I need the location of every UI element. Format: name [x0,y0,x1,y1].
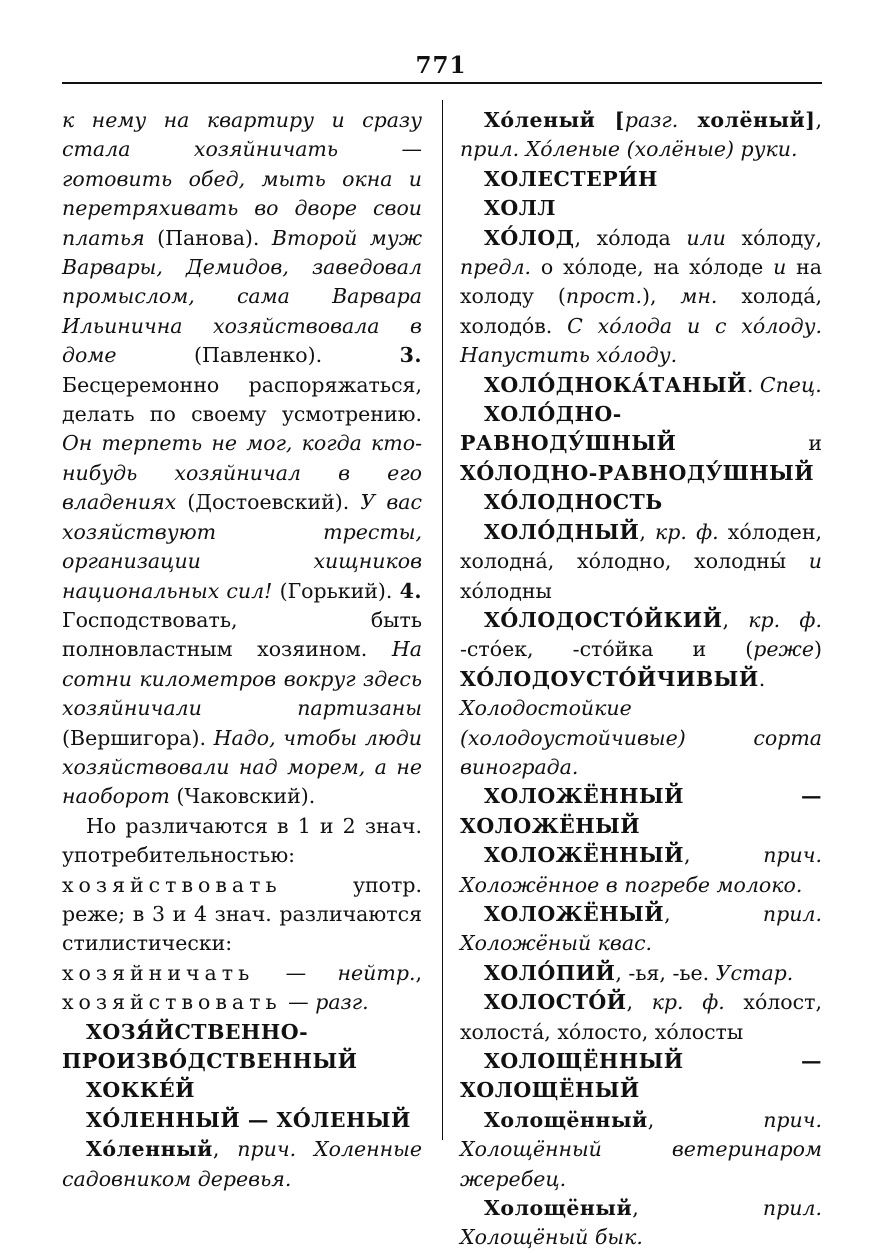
italic-text: кр. ф. [748,607,822,632]
plain-text: , [664,901,763,926]
plain-text: холода́, холодо́в. [460,284,822,338]
plain-text: . [746,372,760,397]
italic-text: Второй муж Варвары, Демидов, заведовал промыслом, сама Варвара Ильинична хозяйствовала в доме [62,225,422,368]
italic-text: прил. Холощёный бык. [460,1196,822,1250]
plain-text: (Панова). [144,225,272,250]
entry-paragraph [460,606,822,782]
headword: ХО́ЛОД [484,225,575,250]
italic-text: С хо́лода и с хо́лоду. Напустить хо́лоду. [460,313,822,368]
plain-text: (Достоевский). [176,490,361,515]
plain-text: хо́лост, холоста́, хо́лосто, хо́лосты [460,990,822,1044]
plain-text: употр. реже; в 3 и 4 знач. различаются стилистически: [62,872,422,956]
plain-text: , [639,519,656,544]
headword: ХО́ЛОДНОСТЬ [484,490,663,515]
italic-text: нейтр. [337,960,416,985]
headword: ХОЛОСТО́Й [484,990,627,1015]
italic-text: Холодостойкие (холодоустойчивые) сорта винограда. [460,696,822,779]
entry-paragraph [460,1106,822,1194]
plain-text: , [626,990,652,1015]
plain-text: , хо́лода [574,225,687,250]
plain-text: , [722,607,749,632]
spaced-text: хозяйничать [62,960,255,985]
headword: ХО́ЛЕННЫЙ — ХО́ЛЕНЫЙ [86,1107,411,1132]
entry-paragraph [460,488,822,517]
headword: ХОЛЛ [484,196,557,221]
entry-paragraph [460,106,822,165]
plain-text: ) [814,637,822,662]
entry-paragraph [62,1106,422,1135]
plain-text: ), [641,284,681,309]
plain-text: о хо́лоде, на хо́лоде [531,255,774,280]
entry-paragraph [460,988,822,1047]
entry-paragraph [62,1135,422,1194]
italic-text: Надо, чтобы люди хозяйствовали над морем, а не наоборот [62,725,422,809]
plain-text: (Горький). [272,578,400,603]
headword: Хо́леный [ [484,108,625,132]
italic-text: к нему на квартиру и сразу стала хозяйничать — готовить обед, мыть окна и перетряхивать во дворе свои платья [62,108,422,250]
headword: ХОККЕ́Й [86,1078,196,1103]
entry-paragraph [62,1018,422,1077]
entry-paragraph [460,1047,822,1106]
italic-text: прич. Холожённое в погребе молоко. [460,843,822,897]
headword: 4. [399,578,423,603]
italic-text: разг. [315,990,369,1015]
italic-text: кр. ф. [655,519,719,544]
headword: ХОЛО́ДНО-РАВНОДУ́ШНЫЙ [460,402,677,456]
headword: ХОЛО́ПИЙ [484,960,616,985]
headword: ХОЛОЖЁННЫЙ — ХОЛОЖЁНЫЙ [460,784,822,838]
headword: 3. [399,343,422,368]
italic-text: прил. Хо́леные (холёные) руки. [460,137,798,162]
entry-paragraph [62,1076,422,1105]
headword: Холощёный [484,1196,633,1221]
spaced-text: хозяйствовать [62,872,282,897]
page-number: 771 [415,52,467,79]
headword: Хо́ленный [86,1137,213,1162]
headword: ХОЛОЖЁНЫЙ [484,901,665,926]
plain-text: , [212,1137,238,1162]
plain-text: (Вершигора). [62,725,214,750]
italic-text: прич. Холощённый ветеринаром жеребец. [460,1107,822,1191]
plain-text: Но различаются в 1 и 2 знач. употребительностью: [62,813,422,868]
headword: ХО́ЛОДНО-РАВНОДУ́ШНЫЙ [460,460,815,485]
headword: ХОЛЕСТЕРИ́Н [484,166,658,191]
entry-paragraph [460,224,822,371]
headword: ХОЛО́ДНЫЙ [484,519,640,544]
italic-text: и [808,549,822,574]
plain-text: — [281,990,316,1015]
plain-text: , -ья, -ье. [615,960,716,985]
plain-text: , [647,1107,764,1132]
entry-paragraph [460,518,822,606]
entry-paragraph [460,165,822,194]
italic-text: У вас хозяйствуют тресты, организации хищников национальных сил! [62,490,423,603]
entry-paragraph [460,841,822,900]
italic-text: Устар. [715,960,794,985]
headword: ХОЛОЩЁННЫЙ — ХОЛОЩЁНЫЙ [460,1049,822,1103]
entry-paragraph [62,106,422,812]
spaced-text: хозяйствовать [62,990,282,1015]
plain-text: . [758,666,766,691]
italic-text: или [686,225,726,250]
left-column [62,106,422,1194]
plain-text: хо́лодны [460,578,552,603]
plain-text: , [684,843,764,868]
italic-text: реже [753,637,814,662]
italic-text: и [773,255,787,280]
entry-paragraph [460,959,822,988]
headword: ХО́ЛОДОУСТО́ЙЧИВЫЙ [460,666,759,691]
entry-paragraph [460,1194,822,1253]
headword: ХОЗЯ́ЙСТВЕННО-ПРОИЗВО́ДСТВЕННЫЙ [62,1019,358,1073]
italic-text: прост. [565,284,642,309]
entry-paragraph [460,371,822,400]
italic-text: разг. [624,108,679,132]
italic-text: кр. ф. [651,990,725,1015]
italic-text: На сотни километров вокруг здесь хозяйничали партизаны [62,637,422,721]
headword: холёный] [678,108,816,132]
plain-text: Господствовать, быть полновластным хозяином. [62,607,422,662]
headword: ХОЛОЖЁННЫЙ [484,843,685,868]
plain-text: хо́лоден, холодна́, хо́лодно, холодны́ [460,519,822,574]
plain-text: (Чаковский). [169,784,316,809]
italic-text: мн. [680,284,718,309]
plain-text: — [254,960,338,985]
right-column [460,106,822,1253]
plain-text: Бесцеремонно распоряжаться, делать по своему усмотрению. [62,372,422,427]
headword: ХОЛО́ДНОКА́ТАНЫЙ [484,372,747,397]
italic-text: Он терпеть не мог, когда кто-нибудь хозяйничал в его владениях [62,431,422,515]
plain-text: хо́лоду, [725,225,822,250]
entry-paragraph [62,812,422,1018]
italic-text: прич. Холенные садовником деревья. [62,1137,422,1191]
plain-text: (Павленко). [116,343,400,368]
plain-text: , [632,1196,763,1221]
entry-paragraph [460,782,822,841]
plain-text: и [676,431,822,456]
italic-text: прил. Холожёный квас. [460,901,822,956]
entry-paragraph [460,400,822,488]
header-rule [62,82,822,84]
italic-text: Спец. [759,372,822,397]
plain-text: -сто́ек, -сто́йка и ( [460,637,754,662]
italic-text: предл. [460,255,532,280]
entry-paragraph [460,900,822,959]
column-divider [442,100,443,1140]
plain-text: , [415,960,422,985]
entry-paragraph [460,194,822,223]
headword: ХО́ЛОДОСТО́ЙКИЙ [484,607,723,632]
headword: Холощённый [484,1107,648,1132]
plain-text: на холоду ( [460,255,822,309]
plain-text: , [815,108,822,132]
